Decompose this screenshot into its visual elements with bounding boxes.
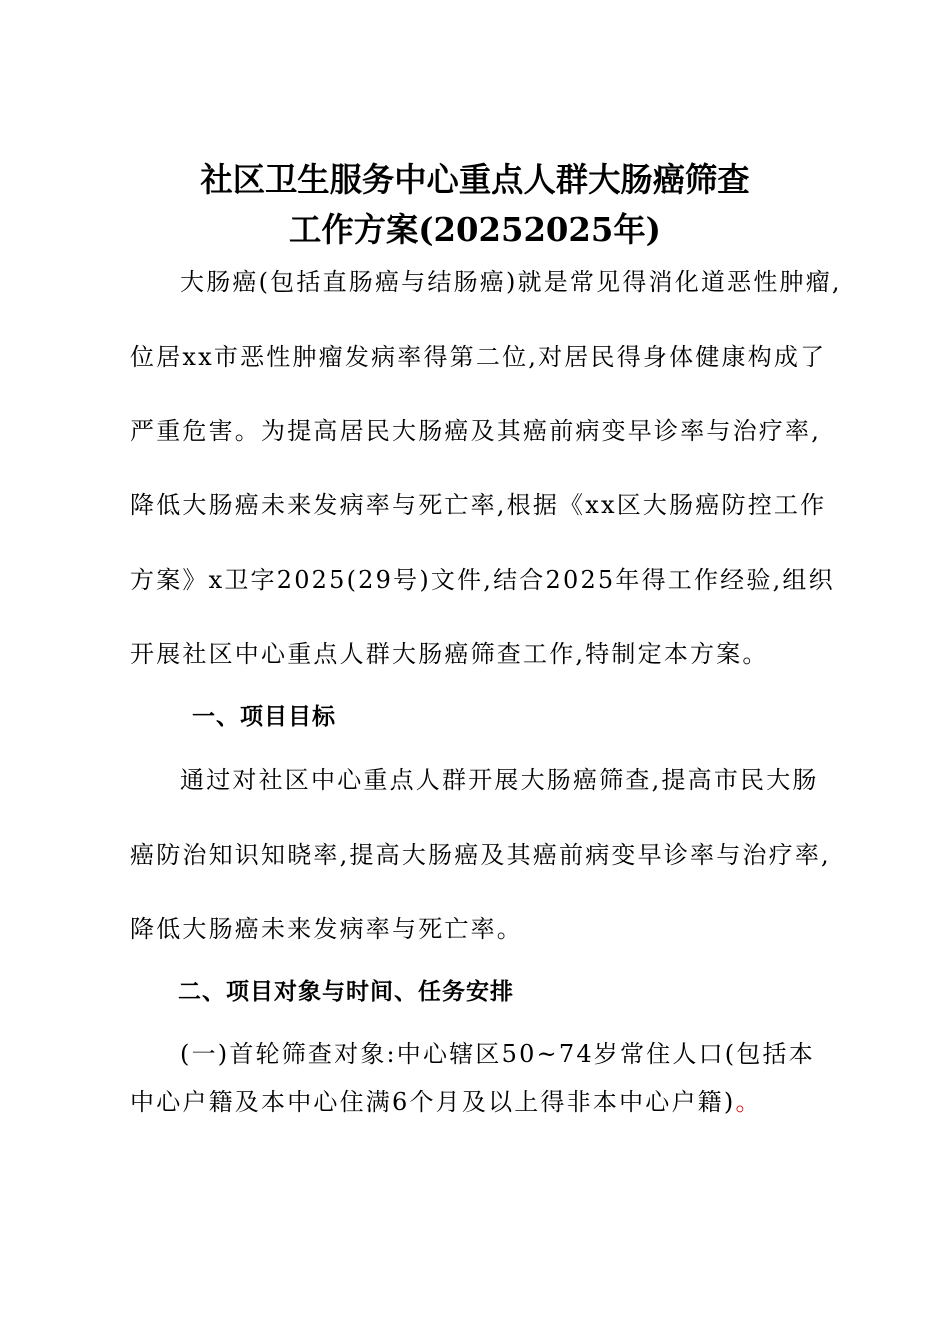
document-title-line-2: 工作方案(20252025年): [289, 210, 661, 249]
section-1-line-3: 降低大肠癌未来发病率与死亡率。: [130, 915, 523, 943]
section-2-heading: 二、项目对象与时间、任务安排: [178, 979, 514, 1005]
section-2-item-1-end-mark: 。: [735, 1088, 762, 1116]
intro-line-6: 开展社区中心重点人群大肠癌筛查工作,特制定本方案。: [130, 640, 769, 668]
section-2-item-1-line-1: (一)首轮筛查对象:中心辖区50~74岁常住人口(包括本: [180, 1040, 815, 1068]
document-title-line-1: 社区卫生服务中心重点人群大肠癌筛查: [200, 160, 750, 199]
intro-line-3: 严重危害。为提高居民大肠癌及其癌前病变早诊率与治疗率,: [130, 417, 822, 445]
intro-line-1: 大肠癌(包括直肠癌与结肠癌)就是常见得消化道恶性肿瘤,: [180, 268, 842, 296]
section-1-line-1: 通过对社区中心重点人群开展大肠癌筛查,提高市民大肠: [180, 766, 819, 794]
section-2-item-1-text: 中心户籍及本中心住满6个月及以上得非本中心户籍): [130, 1088, 736, 1116]
section-2-item-1-line-2: [130, 1085, 830, 1119]
section-1-heading: 一、项目目标: [192, 704, 336, 730]
intro-line-5: 方案》x卫字2025(29号)文件,结合2025年得工作经验,组织: [130, 566, 835, 594]
intro-line-2: 位居xx市恶性肿瘤发病率得第二位,对居民得身体健康构成了: [130, 343, 827, 371]
intro-line-4: 降低大肠癌未来发病率与死亡率,根据《xx区大肠癌防控工作: [130, 491, 827, 519]
section-1-line-2: 癌防治知识知晓率,提高大肠癌及其癌前病变早诊率与治疗率,: [130, 841, 831, 869]
